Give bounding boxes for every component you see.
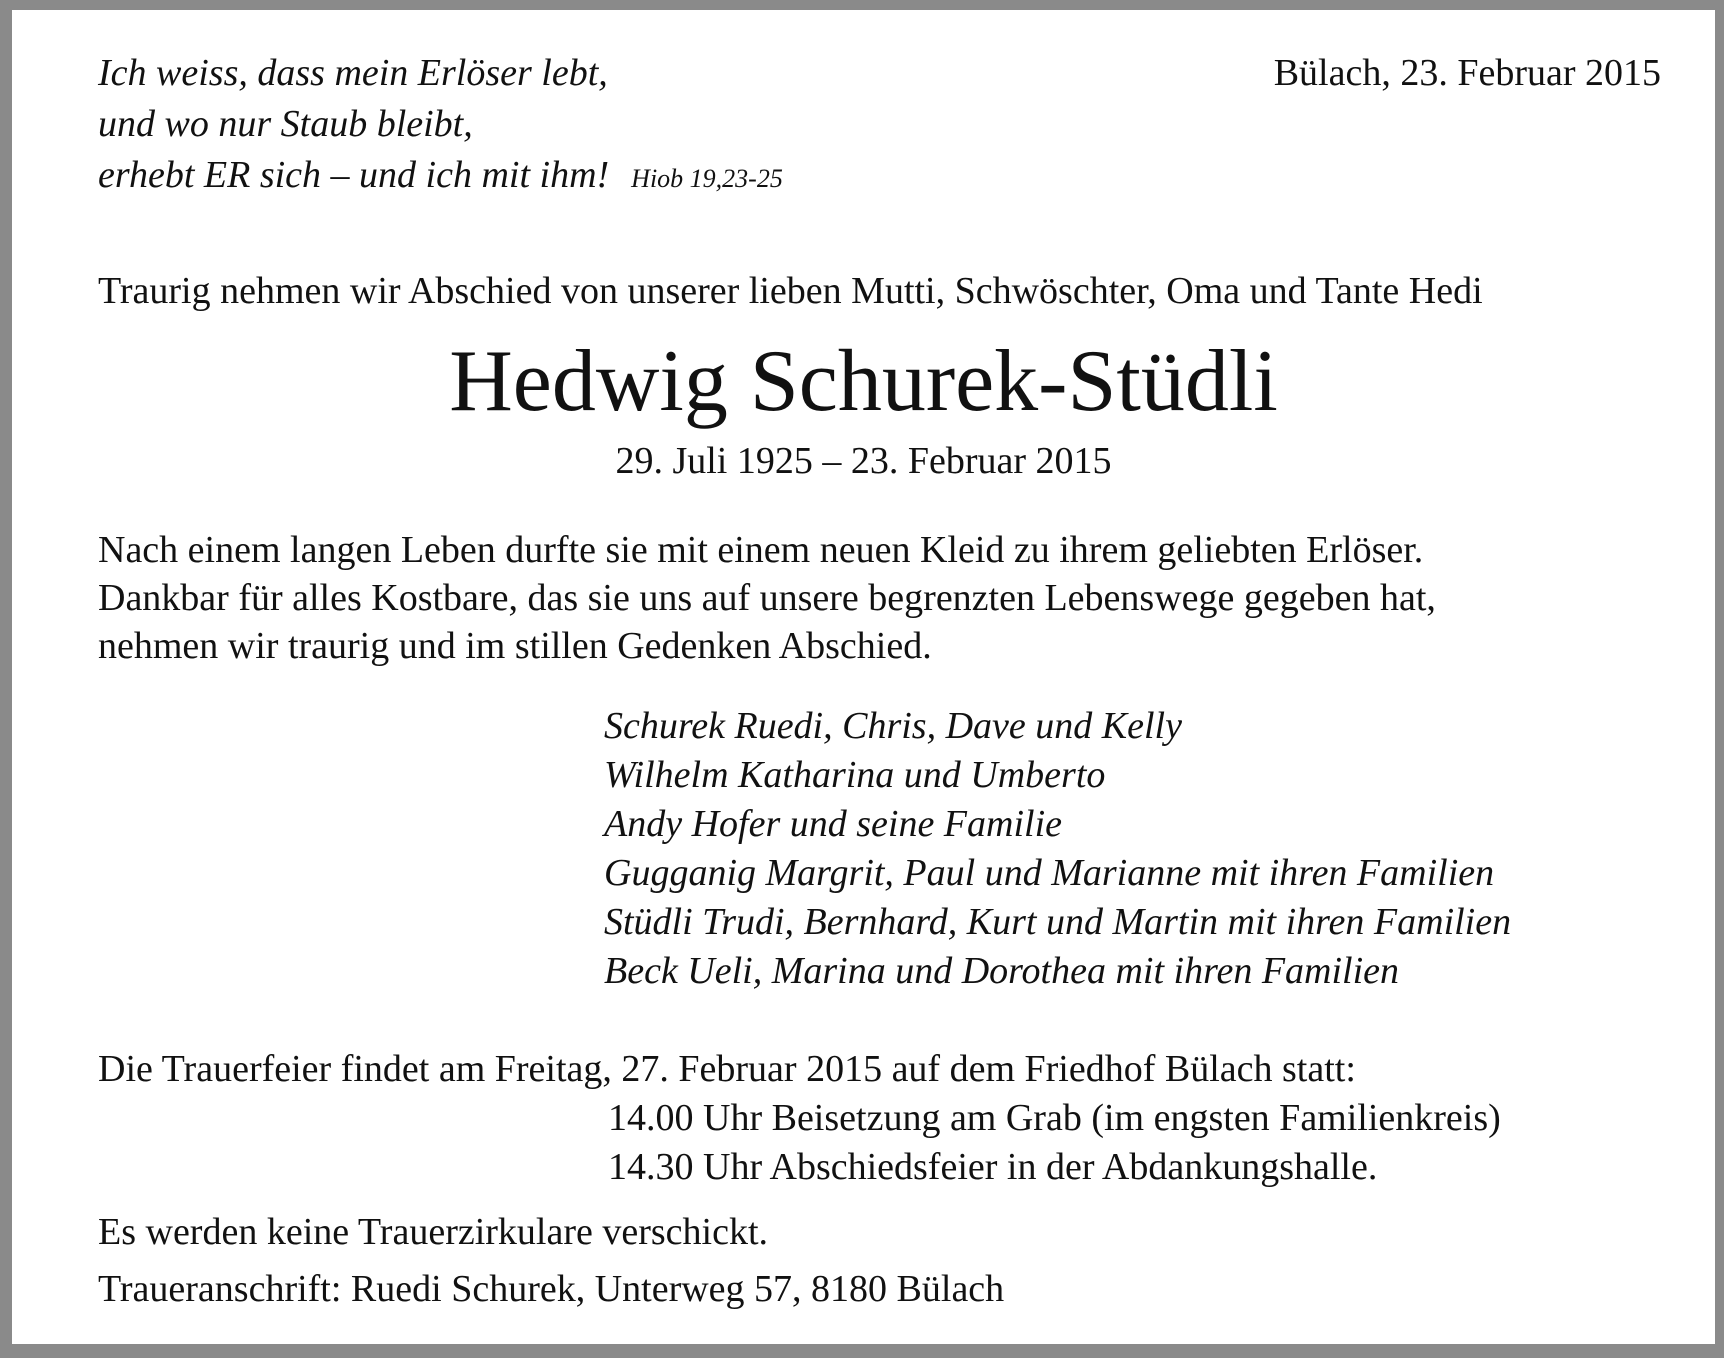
mourner-entry: Wilhelm Katharina und Umberto xyxy=(604,754,1106,796)
deceased-name: Hedwig Schurek-Stüdli xyxy=(449,333,1278,430)
memorial-message xyxy=(98,526,1436,670)
verse-line xyxy=(98,150,783,204)
farewell-intro: Traurig nehmen wir Abschied von unserer lieben Mutti, Schwöschter, Oma und Tante Hedi xyxy=(98,270,1483,312)
mourner-entry: Stüdli Trudi, Bernhard, Kurt und Martin mit ihren Familien xyxy=(604,901,1512,943)
mourner-entry: Gugganig Margrit, Paul und Marianne mit ihren Familien xyxy=(604,852,1495,894)
message-line: nehmen wir traurig und im stillen Gedenken Abschied. xyxy=(98,625,932,667)
verse-line: Ich weiss, dass mein Erlöser lebt, xyxy=(98,52,608,94)
mourner-entry: Beck Ueli, Marina und Dorothea mit ihren Familien xyxy=(604,950,1400,992)
ceremony-announcement: Die Trauerfeier findet am Freitag, 27. Februar 2015 auf dem Friedhof Bülach statt: xyxy=(98,1048,1356,1090)
message-line: Dankbar für alles Kostbare, das sie uns auf unsere begrenzten Lebenswege gegeben hat, xyxy=(98,577,1436,619)
lifespan-dates: 29. Juli 1925 – 23. Februar 2015 xyxy=(615,440,1112,482)
mourner-entry: Andy Hofer und seine Familie xyxy=(604,803,1063,845)
schedule-item: 14.30 Uhr Abschiedsfeier in der Abdankungshalle. xyxy=(608,1146,1378,1188)
message-line: Nach einem langen Leben durfte sie mit einem neuen Kleid zu ihrem geliebten Erlöser. xyxy=(98,529,1424,571)
mourners-list xyxy=(604,702,1511,996)
obituary-notice xyxy=(12,10,1715,1344)
no-letters-note: Es werden keine Trauerzirkulare verschickt. xyxy=(98,1211,769,1253)
ceremony-schedule xyxy=(608,1094,1501,1192)
verse-line: und wo nur Staub bleibt, xyxy=(98,103,473,145)
verse-line-text: erhebt ER sich – und ich mit ihm! xyxy=(98,154,610,196)
mourning-address: Traueranschrift: Ruedi Schurek, Unterweg 57, 8180 Bülach xyxy=(98,1268,1005,1310)
bible-verse xyxy=(98,48,783,204)
dateline: Bülach, 23. Februar 2015 xyxy=(1273,52,1661,94)
schedule-item: 14.00 Uhr Beisetzung am Grab (im engsten Familienkreis) xyxy=(608,1097,1501,1139)
verse-reference: Hiob 19,23-25 xyxy=(631,164,783,193)
mourner-entry: Schurek Ruedi, Chris, Dave und Kelly xyxy=(604,705,1182,747)
